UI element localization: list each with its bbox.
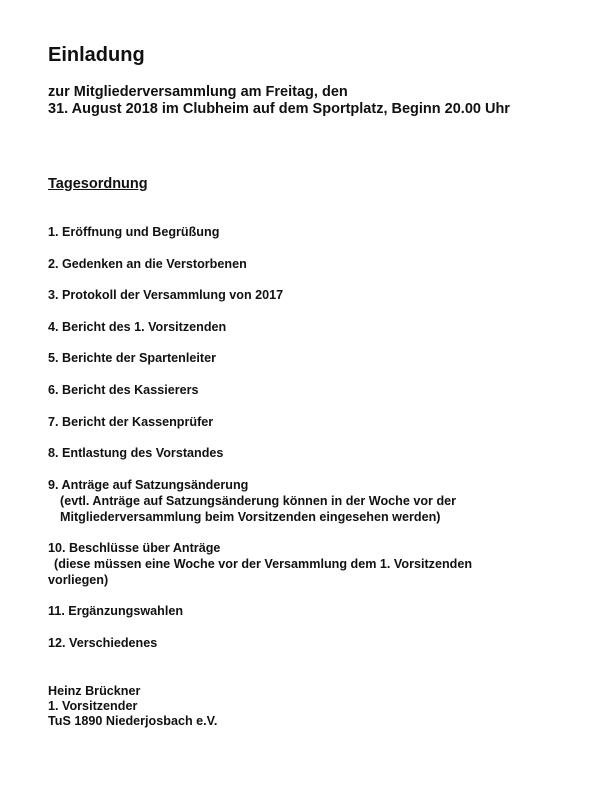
agenda-item-3: 3. Protokoll der Versammlung von 2017	[48, 288, 284, 302]
agenda-item-10-note-2: vorliegen)	[48, 573, 109, 587]
signature-role: 1. Vorsitzender	[48, 699, 138, 713]
agenda-item-7: 7. Bericht der Kassenprüfer	[48, 415, 214, 429]
agenda-item-9-note-2: Mitgliederversammlung beim Vorsitzenden eingesehen werden)	[60, 510, 441, 524]
subtitle-line-2: 31. August 2018 im Clubheim auf dem Sportplatz, Beginn 20.00 Uhr	[48, 101, 510, 117]
subtitle-line-1: zur Mitgliederversammlung am Freitag, den	[48, 84, 348, 100]
agenda-item-9: 9. Anträge auf Satzungsänderung	[48, 478, 249, 492]
agenda-item-12: 12. Verschiedenes	[48, 636, 158, 650]
agenda-item-8: 8. Entlastung des Vorstandes	[48, 446, 224, 460]
document-title: Einladung	[48, 44, 145, 66]
agenda-item-2: 2. Gedenken an die Verstorbenen	[48, 257, 247, 271]
agenda-item-5: 5. Berichte der Spartenleiter	[48, 351, 216, 365]
signature-name: Heinz Brückner	[48, 684, 141, 698]
agenda-item-9-note-1: (evtl. Anträge auf Satzungsänderung können in der Woche vor der	[60, 494, 457, 508]
signature-club: TuS 1890 Niederjosbach e.V.	[48, 714, 218, 728]
agenda-item-4: 4. Bericht des 1. Vorsitzenden	[48, 320, 227, 334]
agenda-item-10-note-1: (diese müssen eine Woche vor der Versammlung dem 1. Vorsitzenden	[54, 557, 473, 571]
agenda-item-10: 10. Beschlüsse über Anträge	[48, 541, 221, 555]
agenda-heading: Tagesordnung	[48, 176, 148, 192]
agenda-item-1: 1. Eröffnung und Begrüßung	[48, 225, 220, 239]
agenda-item-6: 6. Bericht des Kassierers	[48, 383, 199, 397]
agenda-item-11: 11. Ergänzungswahlen	[48, 604, 184, 618]
